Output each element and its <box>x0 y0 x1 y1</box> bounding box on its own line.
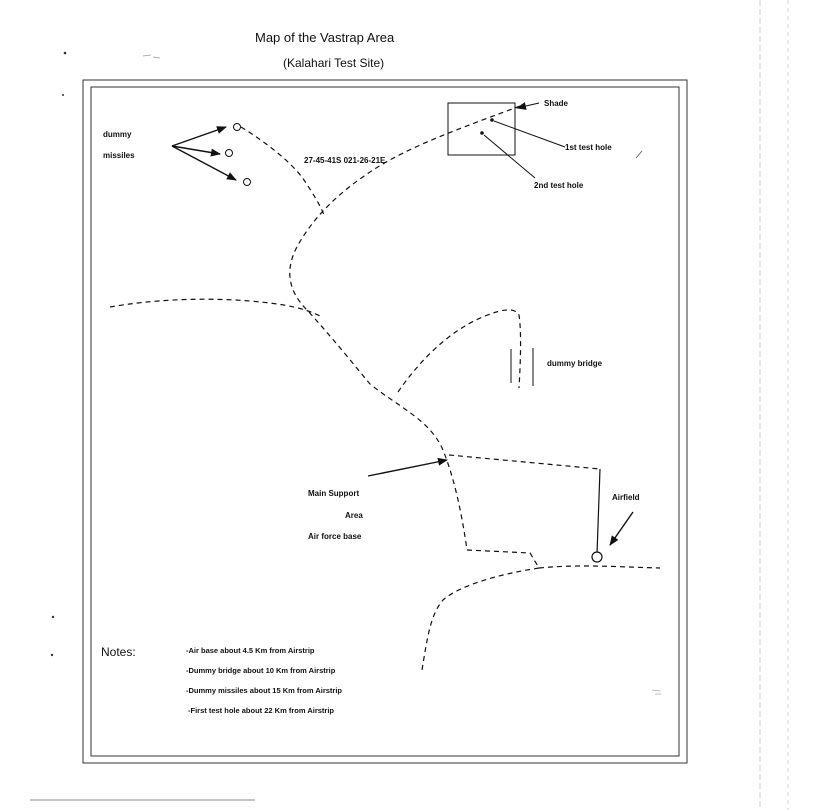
air-force-base-label: Air force base <box>308 532 362 541</box>
note-item: -Dummy missiles about 15 Km from Airstrip <box>186 686 343 695</box>
note-item: -Dummy bridge about 10 Km from Airstrip <box>186 666 336 675</box>
note-item: -Air base about 4.5 Km from Airstrip <box>186 646 315 655</box>
dummy-missile-marker <box>244 179 251 186</box>
scan-speck <box>52 616 54 618</box>
scan-mark <box>652 690 661 694</box>
missiles-label: missiles <box>103 151 135 160</box>
map-subtitle: (Kalahari Test Site) <box>283 56 385 70</box>
first-test-hole-pointer <box>494 121 565 147</box>
main-support-arrow <box>368 460 447 476</box>
airfield-marker <box>592 552 602 562</box>
scan-speck <box>64 52 67 55</box>
first-test-hole-marker <box>490 118 494 122</box>
area-label: Area <box>345 511 363 520</box>
dummy-missile-marker <box>234 124 241 131</box>
road-south <box>467 550 539 568</box>
airfield-label: Airfield <box>612 493 640 502</box>
road-to-missiles <box>241 127 324 215</box>
airstrip-line <box>597 469 600 554</box>
scan-speck <box>51 654 53 656</box>
note-item: -First test hole about 22 Km from Airstrip <box>188 706 334 715</box>
road-to-airfield <box>449 455 600 469</box>
second-test-hole-pointer <box>484 135 535 178</box>
main-support-label: Main Support <box>308 489 360 498</box>
first-test-hole-label: 1st test hole <box>565 143 612 152</box>
dummy-label: dummy <box>103 130 132 139</box>
notes-title: Notes: <box>101 645 136 659</box>
second-test-hole-marker <box>480 131 484 135</box>
map-frame-inner <box>91 87 679 756</box>
road-southeast <box>539 566 660 568</box>
dummy-bridge-label: dummy bridge <box>547 359 603 368</box>
map-frame-outer <box>83 80 687 763</box>
second-test-hole-label: 2nd test hole <box>534 181 584 190</box>
road-west <box>110 299 322 317</box>
shade-label: Shade <box>544 99 569 108</box>
road-southwest <box>422 568 539 670</box>
road-main-trunk <box>290 106 520 550</box>
scan-mark <box>143 55 160 58</box>
missile-arrow <box>172 127 226 146</box>
coordinates-label: 27-45-41S 021-26-21E <box>304 156 386 165</box>
airfield-arrow <box>610 512 633 545</box>
scan-speck <box>62 94 64 96</box>
notes-list <box>186 646 342 726</box>
shade-pointer <box>517 103 539 108</box>
scan-mark <box>636 151 642 158</box>
map-title: Map of the Vastrap Area <box>255 30 395 45</box>
dummy-missile-marker <box>226 150 233 157</box>
road-to-bridge <box>398 310 521 392</box>
